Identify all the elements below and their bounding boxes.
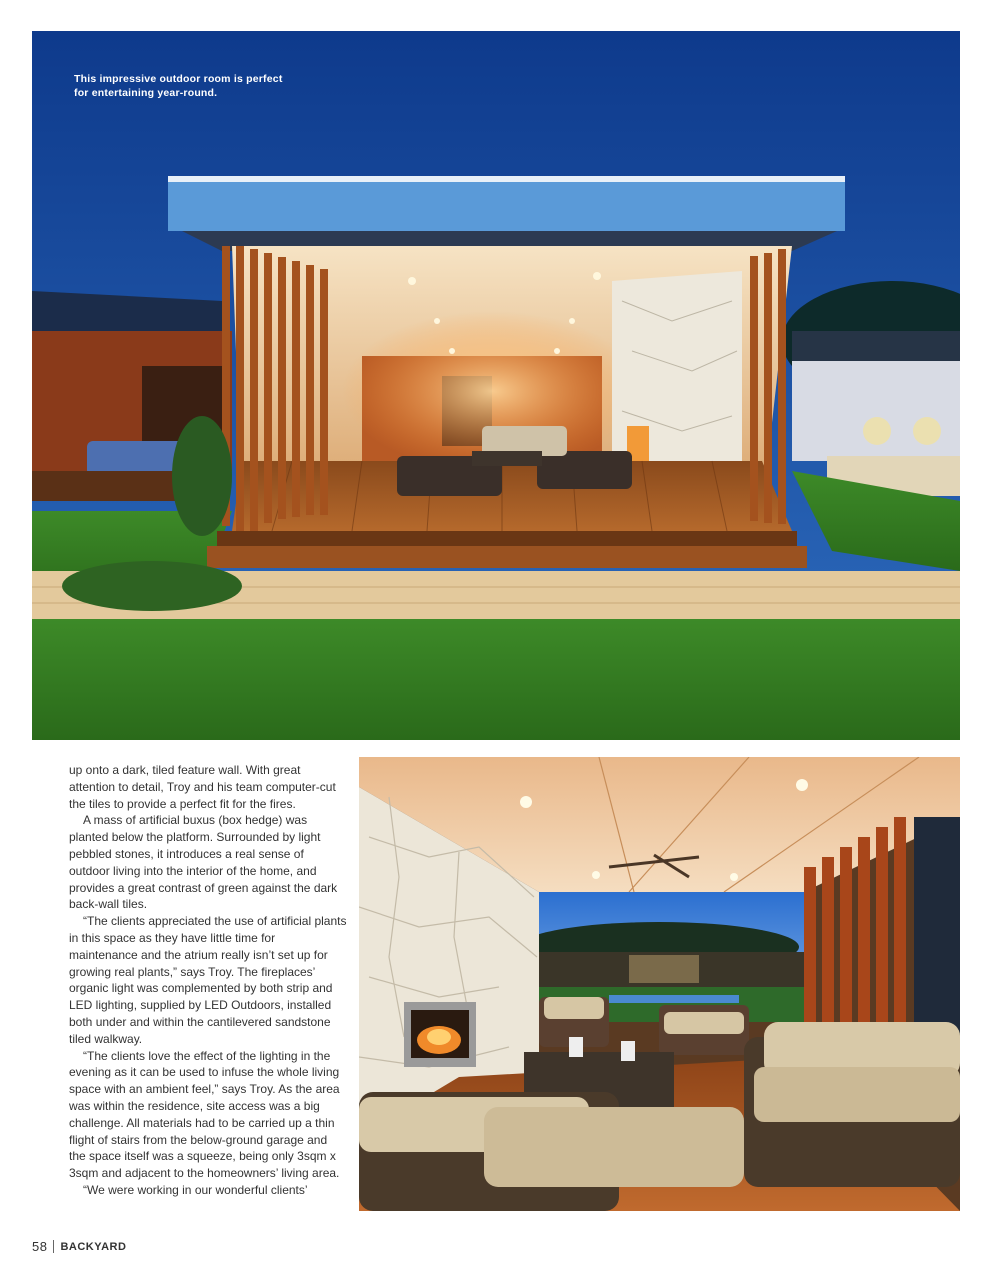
article-paragraph: up onto a dark, tiled feature wall. With great attention to detail, Troy and his team computer-cut the tiles to provide a perfect fit for the fires. [69,763,336,811]
hero-photo [32,31,960,740]
article-paragraph: A mass of artificial buxus (box hedge) was planted below the platform. Surrounded by light pebbled stones, it introduces a real sense of outdoor living into the interior of the home, and provides a great contrast of green against the dark back-wall tiles. [69,813,338,912]
footer-divider [53,1240,54,1253]
article-paragraph: “The clients appreciated the use of artificial plants in this space as they have little time for maintenance and the atrium really isn’t set up for growing real plants,” says Troy. The fireplaces’ organic light was complemented by both strip and LED lighting, supplied by LED Outdoors, installed both under and within the cantilevered sandstone tiled walkway. [69,914,347,1046]
lounge-illustration [359,757,960,1211]
interior-photo [359,757,960,1211]
photo-caption: This impressive outdoor room is perfect for entertaining year-round. [74,73,283,99]
article-body [69,762,347,1199]
article-paragraph: “The clients love the effect of the lighting in the evening as it can be used to infuse the whole living space with an ambient feel,” says Troy. As the area was within the residence, site access was a big challenge. All materials had to be carried up a thin flight of stairs from the below-ground garage and the space itself was a squeeze, being only 3sqm x 3sqm and adjacent to the homeowners’ living area. [69,1048,340,1181]
page-number: 58 [32,1239,48,1254]
article-paragraph: “We were working in our wonderful clients’ [83,1182,308,1197]
magazine-name: BACKYARD [60,1240,127,1253]
page-footer [32,1239,126,1254]
outdoor-room-illustration [32,31,960,740]
